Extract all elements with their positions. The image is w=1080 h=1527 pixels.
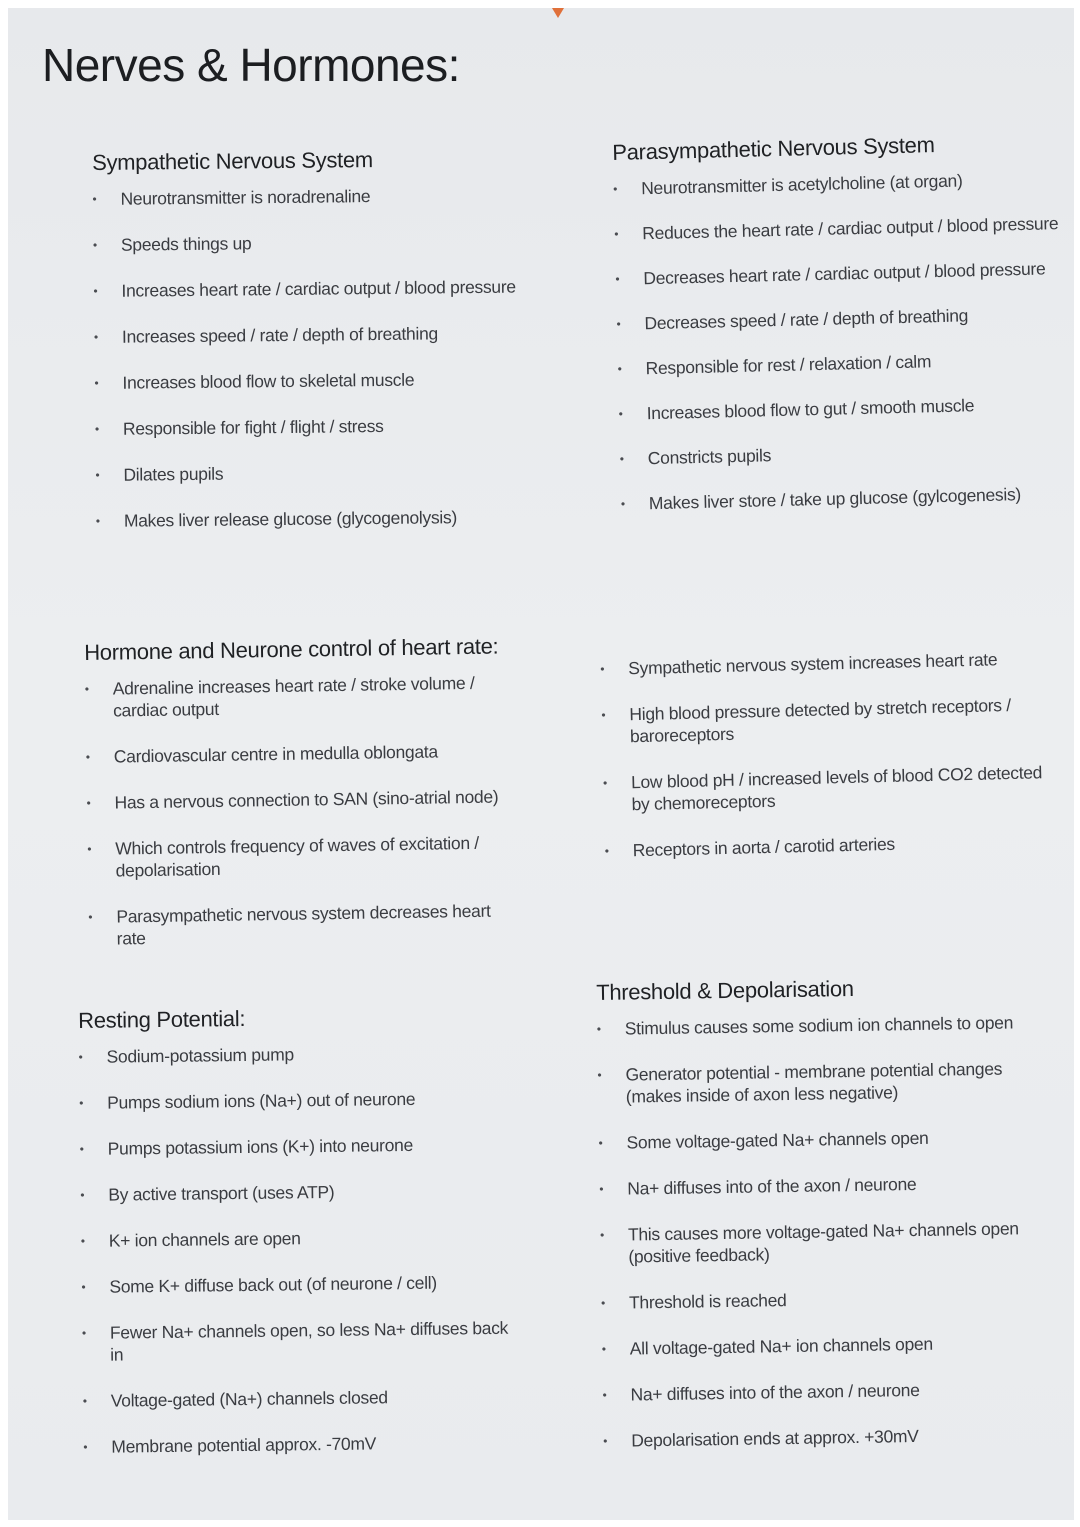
list-item: • Dilates pupils: [95, 459, 535, 486]
list-item: • Voltage-gated (Na+) channels closed: [83, 1385, 523, 1412]
list-item: • Pumps sodium ions (Na+) out of neurone: [79, 1087, 519, 1114]
list-item: • Low blood pH / increased levels of blood CO2 detected by chemoreceptors: [603, 761, 1054, 816]
list-item: • Pumps potassium ions (K+) into neurone: [80, 1133, 520, 1160]
page-marker: [552, 8, 564, 18]
parasympathetic-heading: Parasympathetic Nervous System: [612, 132, 935, 165]
list-item: • K+ ion channels are open: [81, 1225, 521, 1252]
list-item: • Neurotransmitter is acetylcholine (at organ): [613, 167, 1063, 200]
list-item: • Adrenaline increases heart rate / stroke volume / cardiac output: [85, 671, 506, 722]
list-item: • Increases blood flow to gut / smooth muscle: [618, 392, 1068, 425]
list-item: • Cardiovascular centre in medulla oblongata: [86, 739, 506, 768]
list-item: • Na+ diffuses into of the axon / neurone: [599, 1171, 1039, 1200]
heart-rate-right-section: [600, 647, 1055, 886]
threshold-heading: Threshold & Depolarisation: [596, 975, 854, 1005]
heart-rate-section: [84, 633, 509, 974]
sympathetic-list: [92, 183, 536, 532]
list-item: • Constricts pupils: [620, 437, 1070, 470]
resting-potential-section: [78, 1003, 524, 1482]
list-item: • By active transport (uses ATP): [80, 1179, 520, 1206]
list-item: • Makes liver store / take up glucose (gylcogenesis): [621, 482, 1071, 515]
list-item: • Responsible for rest / relaxation / calm: [617, 347, 1067, 380]
parasympathetic-section: [612, 129, 1072, 538]
list-item: • Na+ diffuses into of the axon / neurone: [602, 1377, 1042, 1406]
list-item: • Decreases heart rate / cardiac output / blood pressure: [615, 257, 1065, 290]
list-item: • Sodium-potassium pump: [78, 1041, 518, 1068]
list-item: • Increases speed / rate / depth of breathing: [94, 321, 534, 348]
list-item: • Makes liver release glucose (glycogenolysis): [96, 505, 536, 532]
sympathetic-section: [92, 145, 536, 556]
page-title: Nerves & Hormones:: [42, 39, 460, 91]
list-item: • Increases blood flow to skeletal muscle: [94, 367, 534, 394]
resting-potential-heading: Resting Potential:: [78, 1005, 246, 1033]
list-item: • Decreases speed / rate / depth of breathing: [616, 302, 1066, 335]
list-item: • Some K+ diffuse back out (of neurone / cell): [81, 1271, 521, 1298]
heart-rate-heading: Hormone and Neurone control of heart rate:: [84, 633, 499, 665]
resting-potential-list: [78, 1041, 523, 1458]
list-item: • Speeds things up: [93, 229, 533, 256]
list-item: • Fewer Na+ channels open, so less Na+ diffuses back in: [82, 1317, 523, 1366]
threshold-section: [596, 973, 1044, 1476]
list-item: • Responsible for fight / flight / stress: [95, 413, 535, 440]
sympathetic-heading: Sympathetic Nervous System: [92, 147, 373, 175]
list-item: • Generator potential - membrane potential changes (makes inside of axon less negative): [597, 1057, 1038, 1108]
list-item: • Some voltage-gated Na+ channels open: [598, 1125, 1038, 1154]
list-item: • Threshold is reached: [601, 1285, 1041, 1314]
list-item: • Parasympathetic nervous system decreases heart rate: [88, 899, 509, 950]
list-item: • Stimulus causes some sodium ion channels to open: [597, 1011, 1037, 1040]
list-item: • Reduces the heart rate / cardiac output / blood pressure: [614, 212, 1064, 245]
heart-rate-list: [85, 671, 509, 950]
list-item: • Has a nervous connection to SAN (sino-atrial node): [86, 785, 506, 814]
heart-rate-right-list: [600, 647, 1055, 862]
list-item: • Neurotransmitter is noradrenaline: [92, 183, 532, 210]
list-item: • High blood pressure detected by stretch receptors / baroreceptors: [601, 693, 1052, 748]
list-item: • Sympathetic nervous system increases heart rate: [600, 647, 1050, 680]
list-item: • Increases heart rate / cardiac output / blood pressure: [93, 275, 533, 302]
list-item: • Membrane potential approx. -70mV: [83, 1431, 523, 1458]
notes-page: [8, 8, 1074, 1520]
threshold-list: [597, 1011, 1044, 1452]
list-item: • All voltage-gated Na+ ion channels open: [602, 1331, 1042, 1360]
parasympathetic-list: [613, 167, 1071, 515]
list-item: • This causes more voltage-gated Na+ channels open (positive feedback): [600, 1217, 1041, 1268]
list-item: • Depolarisation ends at approx. +30mV: [603, 1423, 1043, 1452]
list-item: • Which controls frequency of waves of excitation / depolarisation: [87, 831, 508, 882]
list-item: • Receptors in aorta / carotid arteries: [604, 829, 1054, 862]
